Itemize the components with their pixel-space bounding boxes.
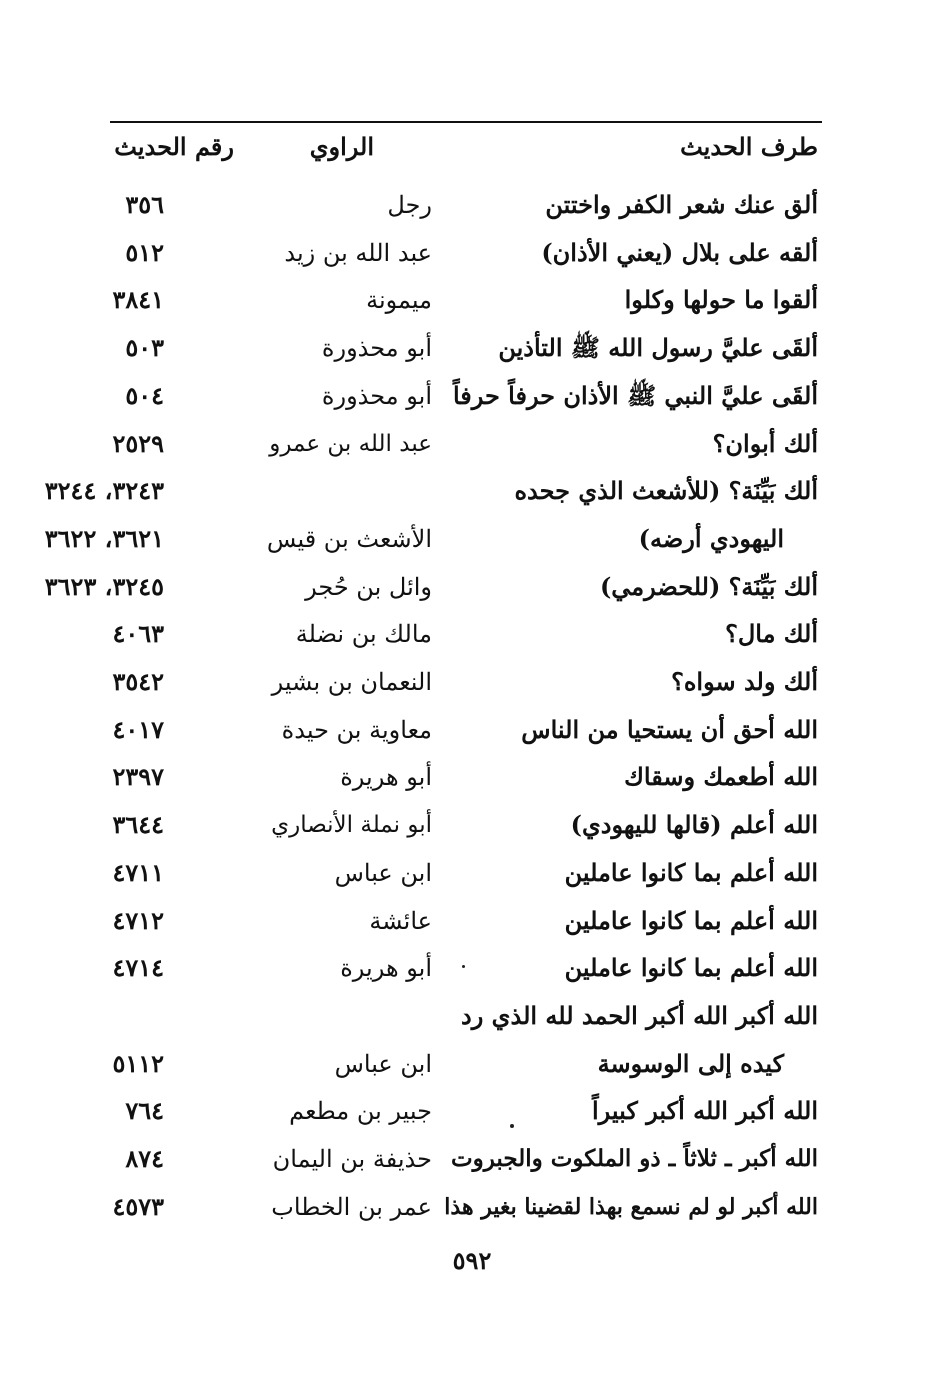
print-speck	[462, 965, 465, 968]
hadith-text: ألقَى عليَّ رسول الله ﷺ التأذين	[498, 333, 818, 363]
narrator: النعمان بن بشير	[271, 668, 432, 696]
hadith-text: ألك ولد سواه؟	[671, 667, 818, 696]
narrator: أبو هريرة	[340, 763, 432, 792]
narrator: أبو محذورة	[321, 381, 432, 410]
hadith-number: ٣٢٤٥، ٣٦٢٣	[44, 571, 164, 601]
hadith-text: كيده إلى الوسوسة	[597, 1048, 784, 1078]
hadith-text: ألك بَيِّنَة؟ (للحضرمي)	[599, 571, 818, 601]
hadith-text: ألق عنك شعر الكفر واختتن	[545, 190, 818, 219]
table-row	[0, 1142, 944, 1182]
hadith-number: ٤٠٦٣	[112, 619, 164, 649]
narrator: رجل	[387, 191, 432, 219]
table-row	[0, 808, 944, 848]
hadith-number: ٣٨٤١	[112, 285, 164, 315]
table-row	[0, 999, 944, 1039]
narrator: مالك بن نضلة	[295, 620, 432, 649]
hadith-text: الله أعلم بما كانوا عاملين	[564, 905, 818, 935]
hadith-number: ٥٠٣	[125, 333, 164, 363]
table-row	[0, 760, 944, 800]
hadith-text: الله أكبر ـ ثلاثاً ـ ذو الملكوت والجبروت	[450, 1145, 818, 1172]
header-text-column: طرف الحديث	[680, 132, 818, 161]
hadith-number: ٣٥٦	[125, 190, 164, 219]
table-row	[0, 331, 944, 371]
hadith-text: ألك أبوان؟	[712, 428, 818, 458]
table-row	[0, 427, 944, 467]
table-row	[0, 522, 944, 562]
hadith-text: ألقه على بلال (يعني الأذان)	[541, 237, 818, 267]
hadith-text: ألقَى عليَّ النبي ﷺ الأذان حرفاً حرفاً	[452, 380, 818, 410]
hadith-text: الله أكبر لو لم نسمع بهذا لقضينا بغير هذا	[444, 1193, 818, 1220]
print-speck	[510, 1124, 514, 1128]
table-row	[0, 188, 944, 228]
hadith-number: ٨٧٤	[125, 1144, 164, 1173]
header-number-column: رقم الحديث	[114, 132, 234, 161]
hadith-text: ألك بَيِّنَة؟ (للأشعث الذي جحده	[514, 476, 818, 506]
hadith-text: ألقوا ما حولها وكلوا	[624, 285, 818, 315]
hadith-number: ٢٣٩٧	[112, 762, 164, 792]
table-row	[0, 1047, 944, 1087]
table-row	[0, 1190, 944, 1230]
narrator: معاوية بن حيدة	[281, 715, 432, 744]
table-row	[0, 951, 944, 991]
narrator: جبير بن مطعم	[289, 1097, 432, 1126]
hadith-text: الله أطعمك وسقاك	[624, 762, 818, 792]
table-row	[0, 617, 944, 657]
table-row	[0, 1094, 944, 1134]
hadith-text: ألك مال؟	[725, 619, 818, 649]
header-narrator-column: الراوي	[309, 132, 374, 161]
table-row	[0, 379, 944, 419]
table-row	[0, 283, 944, 323]
narrator: عبد الله بن عمرو	[269, 430, 432, 457]
narrator: الأشعث بن قيس	[266, 524, 432, 553]
hadith-number: ٥١٢	[125, 237, 164, 267]
hadith-number: ٣٦٢١، ٣٦٢٢	[44, 523, 164, 553]
page-number: ٥٩٢	[452, 1246, 492, 1275]
hadith-number: ٢٥٢٩	[112, 428, 164, 458]
narrator: عمر بن الخطاب	[271, 1192, 432, 1221]
hadith-text: الله أكبر الله أكبر كبيراً	[592, 1096, 818, 1126]
hadith-number: ٥٠٤	[125, 380, 164, 410]
table-row	[0, 474, 944, 514]
hadith-number: ٤٧١٤	[112, 953, 164, 983]
hadith-text: الله أعلم بما كانوا عاملين	[564, 953, 818, 983]
hadith-number: ٤٥٧٣	[112, 1191, 164, 1221]
hadith-text: الله أحق أن يستحيا من الناس	[521, 714, 818, 744]
narrator: عائشة	[369, 906, 432, 935]
table-header	[0, 130, 944, 170]
hadith-text: الله أكبر الله أكبر الحمد لله الذي رد	[461, 1000, 818, 1030]
hadith-text: الله أعلم بما كانوا عاملين	[564, 857, 818, 887]
table-row	[0, 713, 944, 753]
table-row	[0, 665, 944, 705]
hadith-number: ٤٠١٧	[112, 714, 164, 744]
narrator: عبد الله بن زيد	[284, 238, 432, 267]
narrator: أبو محذورة	[321, 334, 432, 363]
hadith-text: الله أعلم (قالها لليهودي)	[570, 810, 818, 840]
table-row	[0, 904, 944, 944]
narrator: أبو نملة الأنصاري	[271, 812, 432, 839]
narrator: وائل بن حُجر	[305, 572, 432, 601]
table-row	[0, 570, 944, 610]
table-row	[0, 236, 944, 276]
hadith-number: ٥١١٢	[112, 1048, 164, 1078]
hadith-number: ٧٦٤	[125, 1096, 164, 1126]
table-row	[0, 856, 944, 896]
narrator: أبو هريرة	[340, 954, 432, 983]
hadith-text: اليهودي أرضه)	[638, 523, 784, 553]
hadith-number: ٣٥٤٢	[112, 667, 164, 696]
narrator: ابن عباس	[334, 858, 432, 887]
hadith-number: ٣٦٤٤	[112, 810, 164, 840]
hadith-number: ٤٧١١	[112, 857, 164, 887]
hadith-number: ٤٧١٢	[112, 905, 164, 935]
narrator: حذيفة بن اليمان	[272, 1145, 432, 1173]
narrator: ميمونة	[366, 286, 432, 315]
narrator: ابن عباس	[334, 1049, 432, 1078]
top-rule	[110, 121, 822, 123]
hadith-number: ٣٢٤٣، ٣٢٤٤	[44, 476, 164, 506]
